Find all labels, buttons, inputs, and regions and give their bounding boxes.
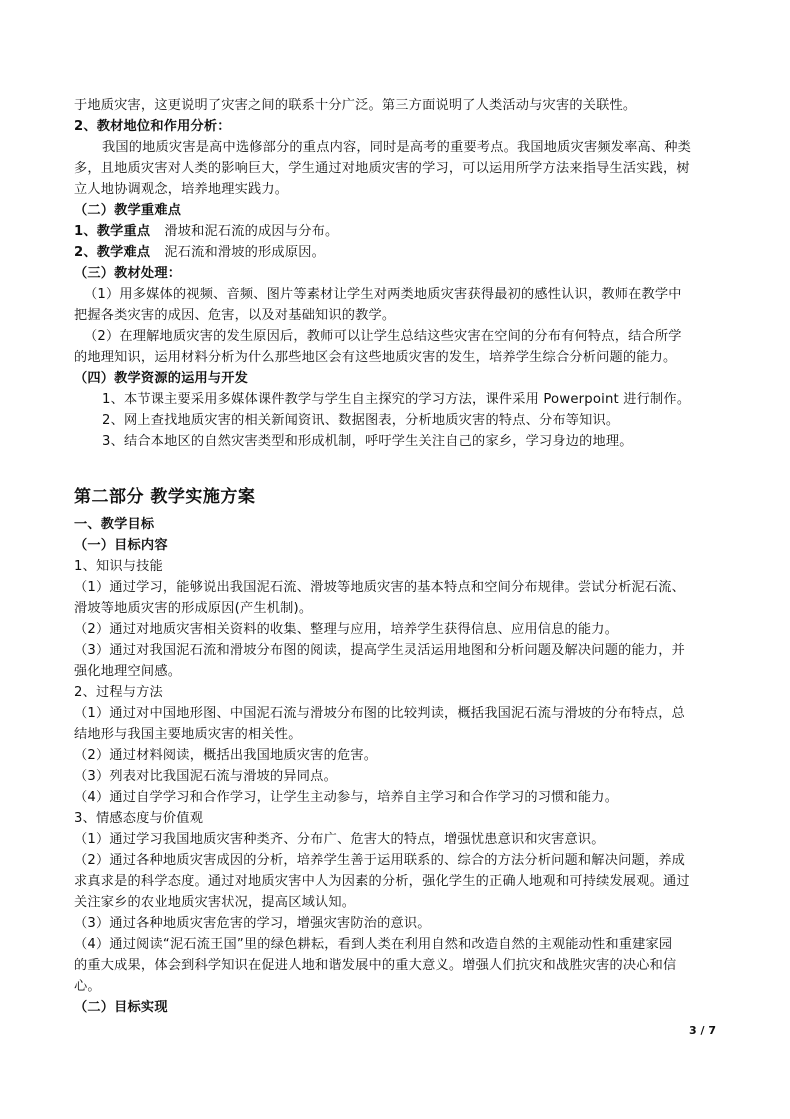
paragraph-line: 立人地协调观念，培养地理实践力。 bbox=[74, 182, 289, 197]
paragraph-line: 心。 bbox=[74, 979, 101, 994]
paragraph-line: （4）通过自学学习和合作学习，让学生主动参与，培养自主学习和合作学习的习惯和能力。 bbox=[74, 790, 619, 805]
paragraph-line: （4）通过阅读“泥石流王国”里的绿色耕耘，看到人类在利用自然和改造自然的主观能动性和重建家园 bbox=[74, 937, 673, 952]
key-point-label: 1、教学重点 bbox=[74, 224, 151, 239]
page-number: 3 / 7 bbox=[689, 1024, 716, 1037]
paragraph-line: 关注家乡的农业地质灾害状况，提高区域认知。 bbox=[74, 895, 356, 910]
subsection-heading: 2、教材地位和作用分析： bbox=[74, 119, 231, 134]
paragraph-line: 结地形与我国主要地质灾害的相关性。 bbox=[74, 727, 302, 742]
subsection-heading: 2、过程与方法 bbox=[74, 685, 163, 700]
key-point-line bbox=[74, 222, 338, 242]
paragraph-line: （1）通过对中国地形图、中国泥石流与滑坡分布图的比较判读，概括我国泥石流与滑坡的分布特点，总 bbox=[74, 706, 686, 721]
part-heading: 第二部分 教学实施方案 bbox=[74, 487, 256, 507]
subsection-heading: 1、知识与技能 bbox=[74, 559, 163, 574]
list-item: 1、本节课主要采用多媒体课件教学与学生自主探究的学习方法，课件采用 Powerpoint 进行制作。 bbox=[102, 392, 691, 407]
key-point-text: 滑坡和泥石流的成因与分布。 bbox=[164, 224, 339, 239]
paragraph-line: 求真求是的科学态度。通过对地质灾害中人为因素的分析，强化学生的正确人地观和可持续发展观。通过 bbox=[74, 874, 690, 889]
difficulty-text: 泥石流和滑坡的形成原因。 bbox=[164, 245, 325, 260]
paragraph-line: 的地理知识，运用材料分析为什么那些地区会有这些地质灾害的发生，培养学生综合分析问题的能力。 bbox=[74, 350, 677, 365]
list-item: 2、网上查找地质灾害的相关新闻资讯、数据图表，分析地质灾害的特点、分布等知识。 bbox=[102, 413, 620, 428]
section-heading: （三）教材处理： bbox=[74, 266, 182, 281]
paragraph-line: （1）用多媒体的视频、音频、图片等素材让学生对两类地质灾害获得最初的感性认识，教师在教学中 bbox=[84, 287, 682, 302]
subsection-heading: 3、情感态度与价值观 bbox=[74, 811, 204, 826]
paragraph-line: （1）通过学习，能够说出我国泥石流、滑坡等地质灾害的基本特点和空间分布规律。尝试分析泥石流、 bbox=[74, 580, 686, 595]
paragraph-line: （2）在理解地质灾害的发生原因后，教师可以让学生总结这些灾害在空间的分布有何特点，结合所学 bbox=[84, 329, 682, 344]
paragraph-line: 于地质灾害，这更说明了灾害之间的联系十分广泛。第三方面说明了人类活动与灾害的关联性。 bbox=[74, 98, 637, 113]
section-heading: 一、教学目标 bbox=[74, 517, 155, 532]
paragraph-line: （2）通过对地质灾害相关资料的收集、整理与应用，培养学生获得信息、应用信息的能力。 bbox=[74, 622, 619, 637]
list-item: 3、结合本地区的自然灾害类型和形成机制，呼吁学生关注自己的家乡，学习身边的地理。 bbox=[102, 434, 633, 449]
difficulty-label: 2、教学难点 bbox=[74, 245, 151, 260]
paragraph-line: （3）通过各种地质灾害危害的学习，增强灾害防治的意识。 bbox=[74, 916, 431, 931]
paragraph-line: 滑坡等地质灾害的形成原因(产生机制)。 bbox=[74, 601, 313, 616]
paragraph-line: （2）通过各种地质灾害成因的分析，培养学生善于运用联系的、综合的方法分析问题和解决问题，养成 bbox=[74, 853, 686, 868]
paragraph-line: （3）通过对我国泥石流和滑坡分布图的阅读，提高学生灵活运用地图和分析问题及解决问题的能力，并 bbox=[74, 643, 686, 658]
section-heading: （二）教学重难点 bbox=[74, 203, 182, 218]
section-heading: （一）目标内容 bbox=[74, 538, 168, 553]
paragraph-line: 多，且地质灾害对人类的影响巨大，学生通过对地质灾害的学习，可以运用所学方法来指导生活实践，树 bbox=[74, 161, 690, 176]
paragraph-line: 我国的地质灾害是高中选修部分的重点内容，同时是高考的重要考点。我国地质灾害频发率高、种类 bbox=[102, 140, 692, 155]
paragraph-line: 把握各类灾害的成因、危害，以及对基础知识的教学。 bbox=[74, 308, 396, 323]
section-heading: （二）目标实现 bbox=[74, 1000, 168, 1015]
difficulty-line bbox=[74, 243, 325, 263]
paragraph-line: （2）通过材料阅读，概括出我国地质灾害的危害。 bbox=[74, 748, 378, 763]
paragraph-line: （1）通过学习我国地质灾害种类齐、分布广、危害大的特点，增强忧患意识和灾害意识。 bbox=[74, 832, 605, 847]
paragraph-line: 强化地理空间感。 bbox=[74, 664, 182, 679]
section-heading: （四）教学资源的运用与开发 bbox=[74, 371, 249, 386]
paragraph-line: （3）列表对比我国泥石流与滑坡的异同点。 bbox=[74, 769, 337, 784]
paragraph-line: 的重大成果，体会到科学知识在促进人地和谐发展中的重大意义。增强人们抗灾和战胜灾害的决心和信 bbox=[74, 958, 677, 973]
